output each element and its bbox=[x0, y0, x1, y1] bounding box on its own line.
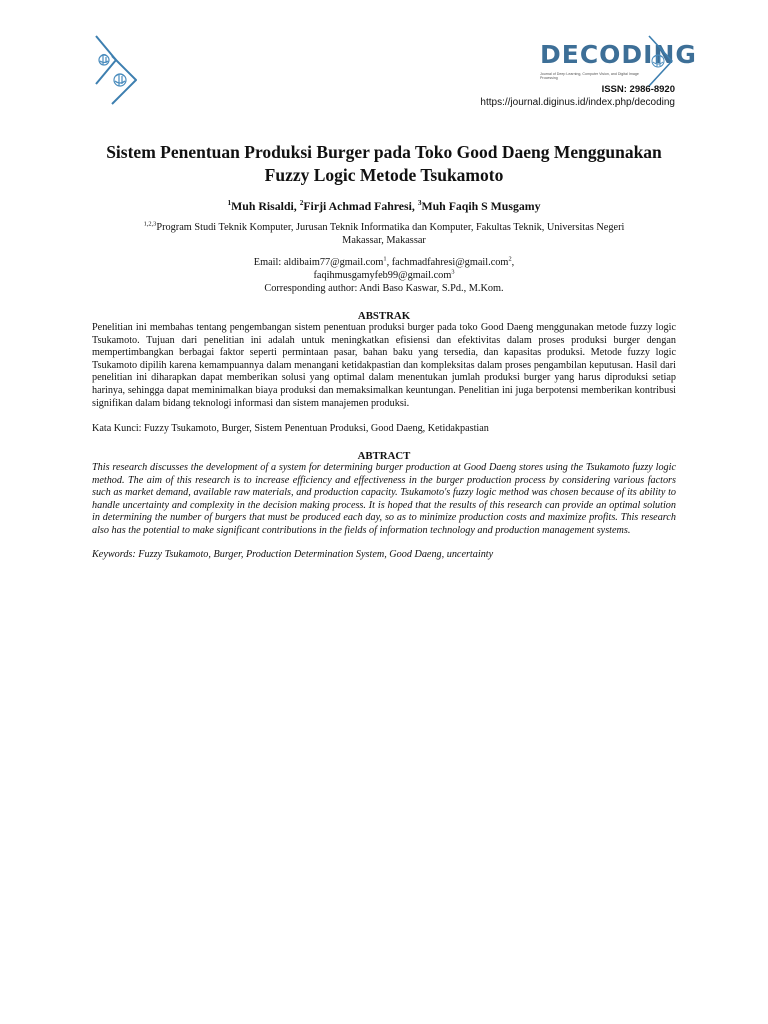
brain-circuit-icon bbox=[646, 34, 676, 88]
abtract-heading: ABTRACT bbox=[357, 450, 411, 462]
title-line-2: Fuzzy Logic Metode Tsukamoto bbox=[264, 164, 504, 185]
author-list bbox=[92, 199, 676, 214]
email-2[interactable]: fachmadfahresi@gmail.com bbox=[391, 257, 509, 268]
brain-circuit-icon bbox=[92, 32, 140, 108]
brand-tagline: Journal of Deep Learning, Computer Vision, and Digital Image Processing bbox=[540, 72, 639, 81]
abstrak-text: Penelitian ini membahas tentang pengembangan sistem penentuan produksi burger pada toko Good Daeng menggunakan metode fuzzy logic Tsukamoto. Tujuan dari penelitian ini adalah untuk meningkatkan efisiensi dan efektivitas dalam proses produksi burger dengan mempertimbangkan berbagai faktor seperti permintaan pasar, bahan baku yang tersedia, dan kapasitas produksi. Metode fuzzy logic Tsukamoto dipilih karena kemampuannya dalam menangani ketidakpastian dan kompleksitas dalam proses pengambilan keputusan. Hasil dari penelitian ini diharapkan dapat memberikan solusi yang optimal dalam menentukan jumlah produksi burger yang harus diproduksi setiap harinya, sehingga dapat meminimalkan biaya produksi dan memaksimalkan keuntungan. Penelitian ini juga berpotensi memberikan kontribusi signifikan dalam bidang teknologi informasi dan sistem manajemen produksi. bbox=[92, 322, 676, 409]
kata-kunci: Kata Kunci: Fuzzy Tsukamoto, Burger, Sistem Penentuan Produksi, Good Daeng, Ketidakpastian bbox=[92, 423, 489, 434]
author-1: $^1$Muh Risaldi, bbox=[227, 198, 300, 213]
issn-label: ISSN: 2986-8920 bbox=[601, 84, 675, 95]
contact-block bbox=[92, 256, 676, 296]
affiliation: $^{1,2,3}$Program Studi Teknik Komputer, Jurusan Teknik Informatika dan Komputer, Fakultas Teknik, Universitas Negeri Makassar, Makassar bbox=[143, 220, 625, 247]
abtract-text: This research discusses the development of a system for determining burger production at Good Daeng stores using the Tsukamoto fuzzy logic method. The aim of this research is to increase efficiency and effectiveness in the burger production process by considering various factors such as market demand, available raw materials, and production capacity. Tsukamoto's fuzzy logic method was chosen because of its ability to handle uncertainty and complexity in the decision making process. It is hoped that the results of this research can provide an optimal solution in determining the number of burgers that must be produced each day, so as to minimize production costs and maximize profits. This research also has the potential to make significant contributions in the fields of information technology and production management systems. bbox=[92, 462, 676, 536]
email-line: Email: aldibaim77@gmail.com$^1$, fachmadfahresi@gmail.com$^2$, bbox=[253, 255, 515, 268]
paper-title bbox=[92, 141, 676, 186]
brand-name: DECODING bbox=[540, 40, 697, 69]
author-2: $^2$Firji Achmad Fahresi, bbox=[299, 198, 418, 213]
email-1[interactable]: aldibaim77@gmail.com bbox=[283, 257, 384, 268]
email-line-2: faqihmusgamyfeb99@gmail.com$^3$ bbox=[313, 268, 455, 282]
title-line-1: Sistem Penentuan Produksi Burger pada Toko Good Daeng Menggunakan bbox=[106, 142, 662, 162]
email-3[interactable]: faqihmusgamyfeb99@gmail.com bbox=[313, 270, 452, 282]
author-3: $^3$Muh Faqih S Musgamy bbox=[417, 198, 541, 213]
journal-url-link[interactable]: https://journal.diginus.id/index.php/decoding bbox=[480, 97, 675, 108]
corresponding-author: Corresponding author: Andi Baso Kaswar, S.Pd., M.Kom. bbox=[264, 283, 504, 295]
keywords: Keywords: Fuzzy Tsukamoto, Burger, Production Determination System, Good Daeng, uncertainty bbox=[92, 549, 494, 560]
abstrak-heading: ABSTRAK bbox=[357, 310, 411, 322]
